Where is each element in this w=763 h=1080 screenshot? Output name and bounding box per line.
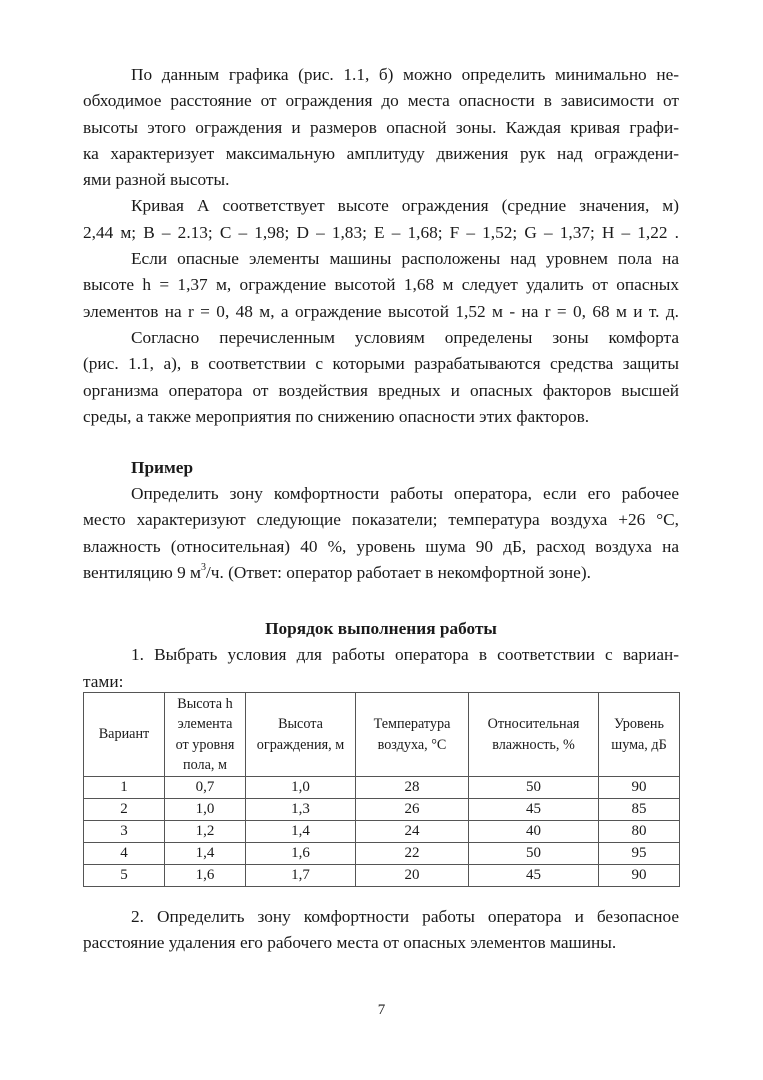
cell-noise-level: 90 — [599, 865, 680, 887]
text-line: элементов на r = 0, 48 м, а ограждение высотой 1,52 м - на r = 0, 68 м и т. д. — [83, 301, 679, 321]
cell-variant: 3 — [84, 821, 165, 843]
cell-air-temperature: 26 — [356, 799, 469, 821]
header-line: Температура — [373, 716, 451, 732]
cell-relative-humidity: 45 — [469, 865, 599, 887]
text-line: обходимое расстояние от ограждения до места опасности в зависимости от — [83, 91, 679, 111]
cell-element-height: 1,4 — [165, 843, 246, 865]
cell-variant: 4 — [84, 843, 165, 865]
cell-fence-height: 1,6 — [246, 843, 356, 865]
header-air-temperature — [356, 693, 469, 777]
cell-element-height: 1,2 — [165, 821, 246, 843]
cell-element-height: 1,0 — [165, 799, 246, 821]
paragraph-distance-example — [83, 246, 679, 325]
cell-relative-humidity: 50 — [469, 843, 599, 865]
text-line: Кривая А соответствует высоте ограждения (средние значения, м) — [131, 196, 679, 216]
paragraph-comfort-zones — [83, 325, 679, 430]
header-line: Относительная — [487, 716, 580, 732]
section-title: Порядок выполнения работы — [265, 619, 497, 639]
header-variant — [84, 693, 165, 777]
text-line: ями разной высоты. — [83, 170, 230, 190]
table-row — [84, 843, 680, 865]
cell-air-temperature: 22 — [356, 843, 469, 865]
cell-element-height: 0,7 — [165, 777, 246, 799]
text-line: тами: — [83, 671, 124, 691]
header-line: влажность, % — [492, 736, 575, 753]
example-heading: Пример — [131, 458, 194, 478]
header-line: Вариант — [98, 726, 150, 743]
document-page — [83, 62, 679, 695]
header-line: Высота — [278, 716, 323, 732]
text-fragment: /ч. (Ответ: оператор работает в некомфортной зоне). — [205, 563, 591, 583]
text-line: влажность (относительная) 40 %, уровень шума 90 дБ, расход воздуха на — [83, 536, 679, 556]
superscript: 3 — [200, 562, 206, 574]
header-line: шума, дБ — [611, 736, 667, 753]
cell-variant: 5 — [84, 865, 165, 887]
variants-table — [83, 692, 680, 887]
cell-air-temperature: 20 — [356, 865, 469, 887]
paragraph-graph-description — [83, 62, 679, 193]
text-line: 2,44 м; B – 2.13; C – 1,98; D – 1,83; E – 1,68; F – 1,52; G – 1,37; H – 1,22 . — [83, 222, 679, 242]
cell-noise-level: 80 — [599, 821, 680, 843]
header-line: ограждения, м — [256, 736, 345, 753]
header-relative-humidity — [469, 693, 599, 777]
header-line: воздуха, °С — [377, 736, 447, 753]
text-line: среды, а также мероприятия по снижению опасности этих факторов. — [83, 406, 590, 426]
header-line: от уровня — [175, 736, 235, 753]
cell-variant: 2 — [84, 799, 165, 821]
table-row — [84, 799, 680, 821]
header-noise-level — [599, 693, 680, 777]
text-line: 1. Выбрать условия для работы оператора в соответствии с вариан- — [131, 645, 679, 665]
text-line: высоте h = 1,37 м, ограждение высотой 1,68 м следует удалить от опасных — [83, 275, 679, 295]
text-line — [83, 560, 679, 586]
table-header-row — [84, 693, 680, 777]
page-number: 7 — [377, 1002, 386, 1018]
text-line: Если опасные элементы машины расположены над уровнем пола на — [131, 249, 679, 269]
cell-fence-height: 1,4 — [246, 821, 356, 843]
text-line: место характеризуют следующие показатели; температура воздуха +26 °С, — [83, 510, 679, 530]
cell-fence-height: 1,7 — [246, 865, 356, 887]
header-line: пола, м — [183, 757, 227, 773]
cell-fence-height: 1,3 — [246, 799, 356, 821]
cell-air-temperature: 28 — [356, 777, 469, 799]
step-2 — [83, 904, 679, 957]
cell-air-temperature: 24 — [356, 821, 469, 843]
header-line: Высота h — [177, 695, 233, 712]
text-line: Определить зону комфортности работы оператора, если его рабочее — [131, 484, 679, 504]
table-row — [84, 777, 680, 799]
text-line: ка характеризует максимальную амплитуду движения рук над ограждени- — [83, 143, 679, 163]
table-row — [84, 821, 680, 843]
paragraph-curve-heights — [83, 193, 679, 246]
cell-element-height: 1,6 — [165, 865, 246, 887]
cell-noise-level: 95 — [599, 843, 680, 865]
cell-noise-level: 90 — [599, 777, 680, 799]
step-1 — [83, 642, 679, 695]
cell-relative-humidity: 40 — [469, 821, 599, 843]
text-line: организма оператора от воздействия вредных и опасных факторов высшей — [83, 380, 679, 400]
text-line: По данным графика (рис. 1.1, б) можно определить минимально не- — [131, 65, 679, 84]
cell-fence-height: 1,0 — [246, 777, 356, 799]
text-line: Согласно перечисленным условиям определены зоны комфорта — [131, 327, 679, 347]
header-fence-height — [246, 693, 356, 777]
header-line: Уровень — [614, 716, 664, 732]
cell-relative-humidity: 50 — [469, 777, 599, 799]
text-line: расстояние удаления его рабочего места от опасных элементов машины. — [83, 933, 617, 953]
header-line: элемента — [177, 716, 233, 732]
header-element-height — [165, 693, 246, 777]
text-line: (рис. 1.1, а), в соответствии с которыми разрабатываются средства защиты — [83, 354, 679, 374]
cell-relative-humidity: 45 — [469, 799, 599, 821]
text-line: высоты этого ограждения и размеров опасной зоны. Каждая кривая графи- — [83, 117, 679, 137]
paragraph-example — [83, 481, 679, 586]
cell-variant: 1 — [84, 777, 165, 799]
table-row — [84, 865, 680, 887]
cell-noise-level: 85 — [599, 799, 680, 821]
text-line: 2. Определить зону комфортности работы оператора и безопасное — [131, 907, 679, 926]
text-fragment: вентиляцию 9 м — [83, 563, 201, 583]
